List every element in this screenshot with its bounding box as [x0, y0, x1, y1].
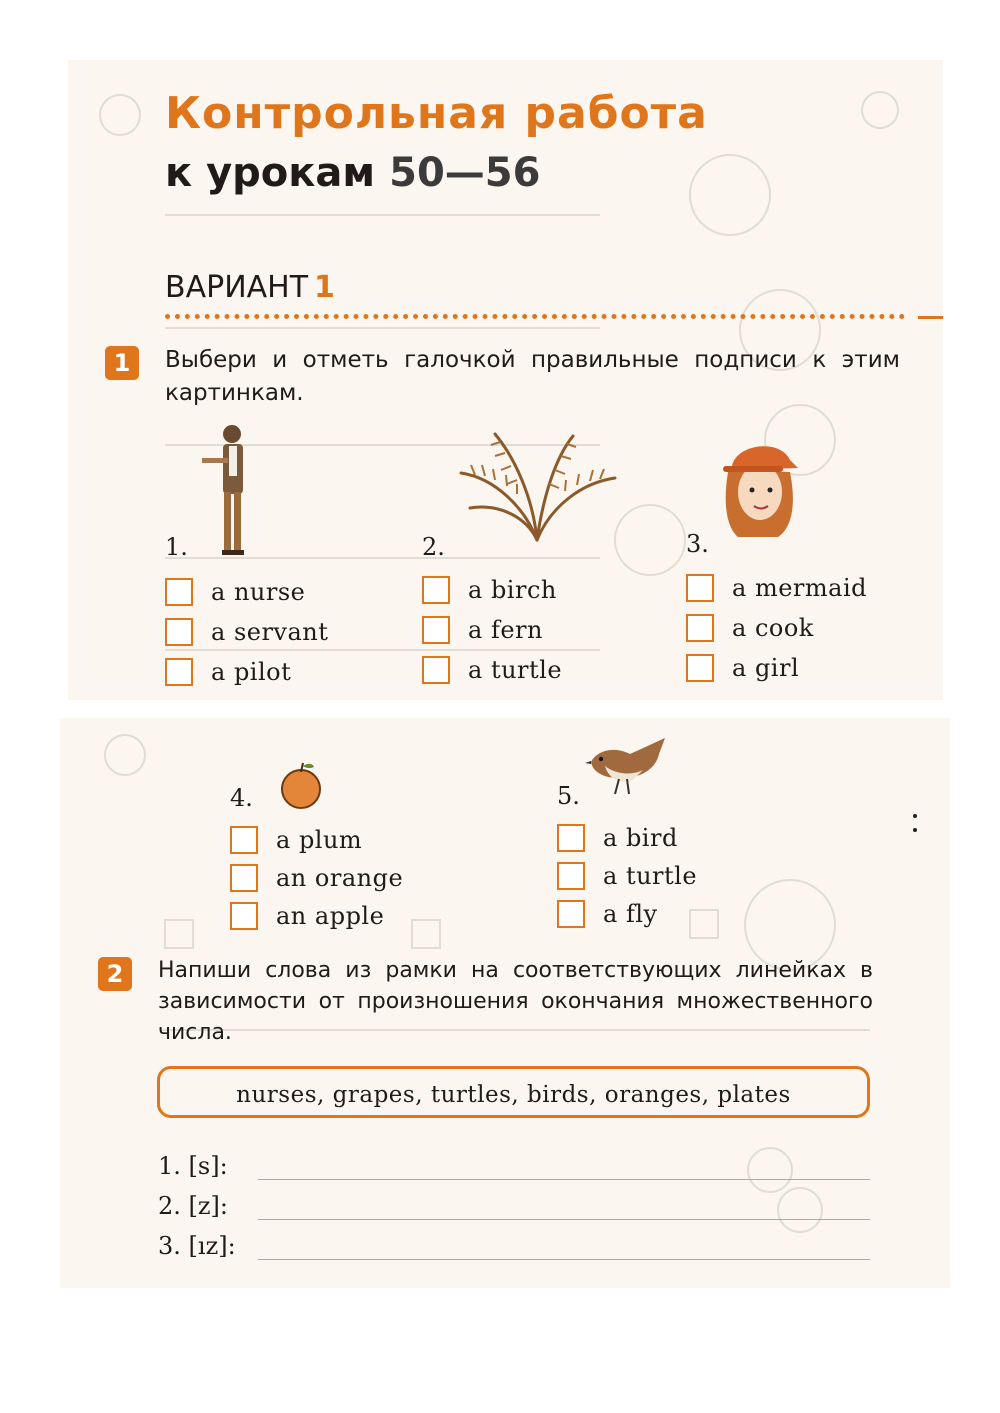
checkbox[interactable]	[557, 900, 585, 928]
variant-heading	[165, 270, 335, 305]
checkbox[interactable]	[230, 864, 258, 892]
answer-line[interactable]	[258, 1159, 870, 1180]
answer-label: 2. [z]:	[158, 1192, 228, 1220]
option-label: a fern	[468, 616, 543, 644]
answer-label: 3. [ız]:	[158, 1232, 236, 1260]
task-1-instruction: Выбери и отметь галочкой правильные подписи к этим картинкам.	[165, 347, 900, 406]
option-label: a girl	[732, 654, 800, 682]
scan-mark-dots	[912, 812, 918, 836]
answer-row-s	[158, 1152, 870, 1180]
answer-label: 1. [s]:	[158, 1152, 228, 1180]
checkbox[interactable]	[686, 574, 714, 602]
answer-row-iz	[158, 1232, 870, 1260]
option-label: a birch	[468, 576, 557, 604]
lesson-range: 50—56	[389, 150, 541, 196]
option-label: a turtle	[603, 862, 698, 890]
item-3-option-1[interactable]	[686, 574, 867, 602]
fern-picture	[455, 428, 620, 543]
option-label: a bird	[603, 824, 678, 852]
item-2-option-3[interactable]	[422, 656, 562, 684]
option-label: a mermaid	[732, 574, 867, 602]
option-label: a plum	[276, 826, 363, 854]
checkbox[interactable]	[422, 616, 450, 644]
page-subtitle	[165, 150, 540, 196]
divider-tail	[918, 316, 943, 319]
option-label: an orange	[276, 864, 404, 892]
girl-in-cap-picture	[718, 432, 802, 542]
scan-mark	[912, 812, 918, 842]
checkbox[interactable]	[686, 614, 714, 642]
checkbox[interactable]	[230, 826, 258, 854]
word-box: nurses, grapes, turtles, birds, oranges, plates	[157, 1066, 870, 1118]
option-label: a cook	[732, 614, 814, 642]
checkbox[interactable]	[165, 618, 193, 646]
item-4-option-3[interactable]	[230, 902, 384, 930]
checkbox[interactable]	[557, 862, 585, 890]
item-1-option-3[interactable]	[165, 658, 291, 686]
item-5-option-1[interactable]	[557, 824, 678, 852]
man-with-tray-picture	[198, 420, 258, 558]
item-2-option-2[interactable]	[422, 616, 543, 644]
item-3-option-3[interactable]	[686, 654, 799, 682]
apple-picture	[279, 760, 323, 810]
bird-picture	[585, 732, 680, 800]
dotted-divider	[165, 314, 905, 319]
page-title: Контрольная работа	[165, 88, 708, 139]
item-1-option-2[interactable]	[165, 618, 328, 646]
option-label: a turtle	[468, 656, 563, 684]
checkbox[interactable]	[422, 656, 450, 684]
task-2-badge: 2	[98, 957, 132, 991]
item-5-option-2[interactable]	[557, 862, 697, 890]
item-4-option-1[interactable]	[230, 826, 362, 854]
item-1-option-1[interactable]	[165, 578, 305, 606]
checkbox[interactable]	[422, 576, 450, 604]
subtitle-prefix: к урокам	[165, 150, 376, 196]
option-label: a nurse	[211, 578, 306, 606]
answer-line[interactable]	[258, 1239, 870, 1260]
variant-label: ВАРИАНТ	[165, 270, 309, 305]
checkbox[interactable]	[165, 578, 193, 606]
item-1-number: 1.	[165, 533, 188, 561]
item-2-number: 2.	[422, 533, 445, 561]
item-3-option-2[interactable]	[686, 614, 814, 642]
checkbox[interactable]	[230, 902, 258, 930]
option-label: a fly	[603, 900, 658, 928]
item-5-option-3[interactable]	[557, 900, 658, 928]
checkbox[interactable]	[557, 824, 585, 852]
item-4-option-2[interactable]	[230, 864, 403, 892]
option-label: a servant	[211, 618, 329, 646]
checkbox[interactable]	[686, 654, 714, 682]
option-label: a pilot	[211, 658, 292, 686]
item-5-number: 5.	[557, 782, 580, 810]
task-1-badge: 1	[105, 346, 139, 380]
checkbox[interactable]	[165, 658, 193, 686]
item-2-option-1[interactable]	[422, 576, 557, 604]
task-2-instruction: Напиши слова из рамки на соответствующих линейках в зависимости от произношения окончания множественного числа.	[158, 958, 873, 1045]
item-3-number: 3.	[686, 530, 709, 558]
answer-line[interactable]	[258, 1199, 870, 1220]
variant-number: 1	[314, 270, 335, 305]
item-4-number: 4.	[230, 784, 253, 812]
answer-row-z	[158, 1192, 870, 1220]
option-label: an apple	[276, 902, 385, 930]
